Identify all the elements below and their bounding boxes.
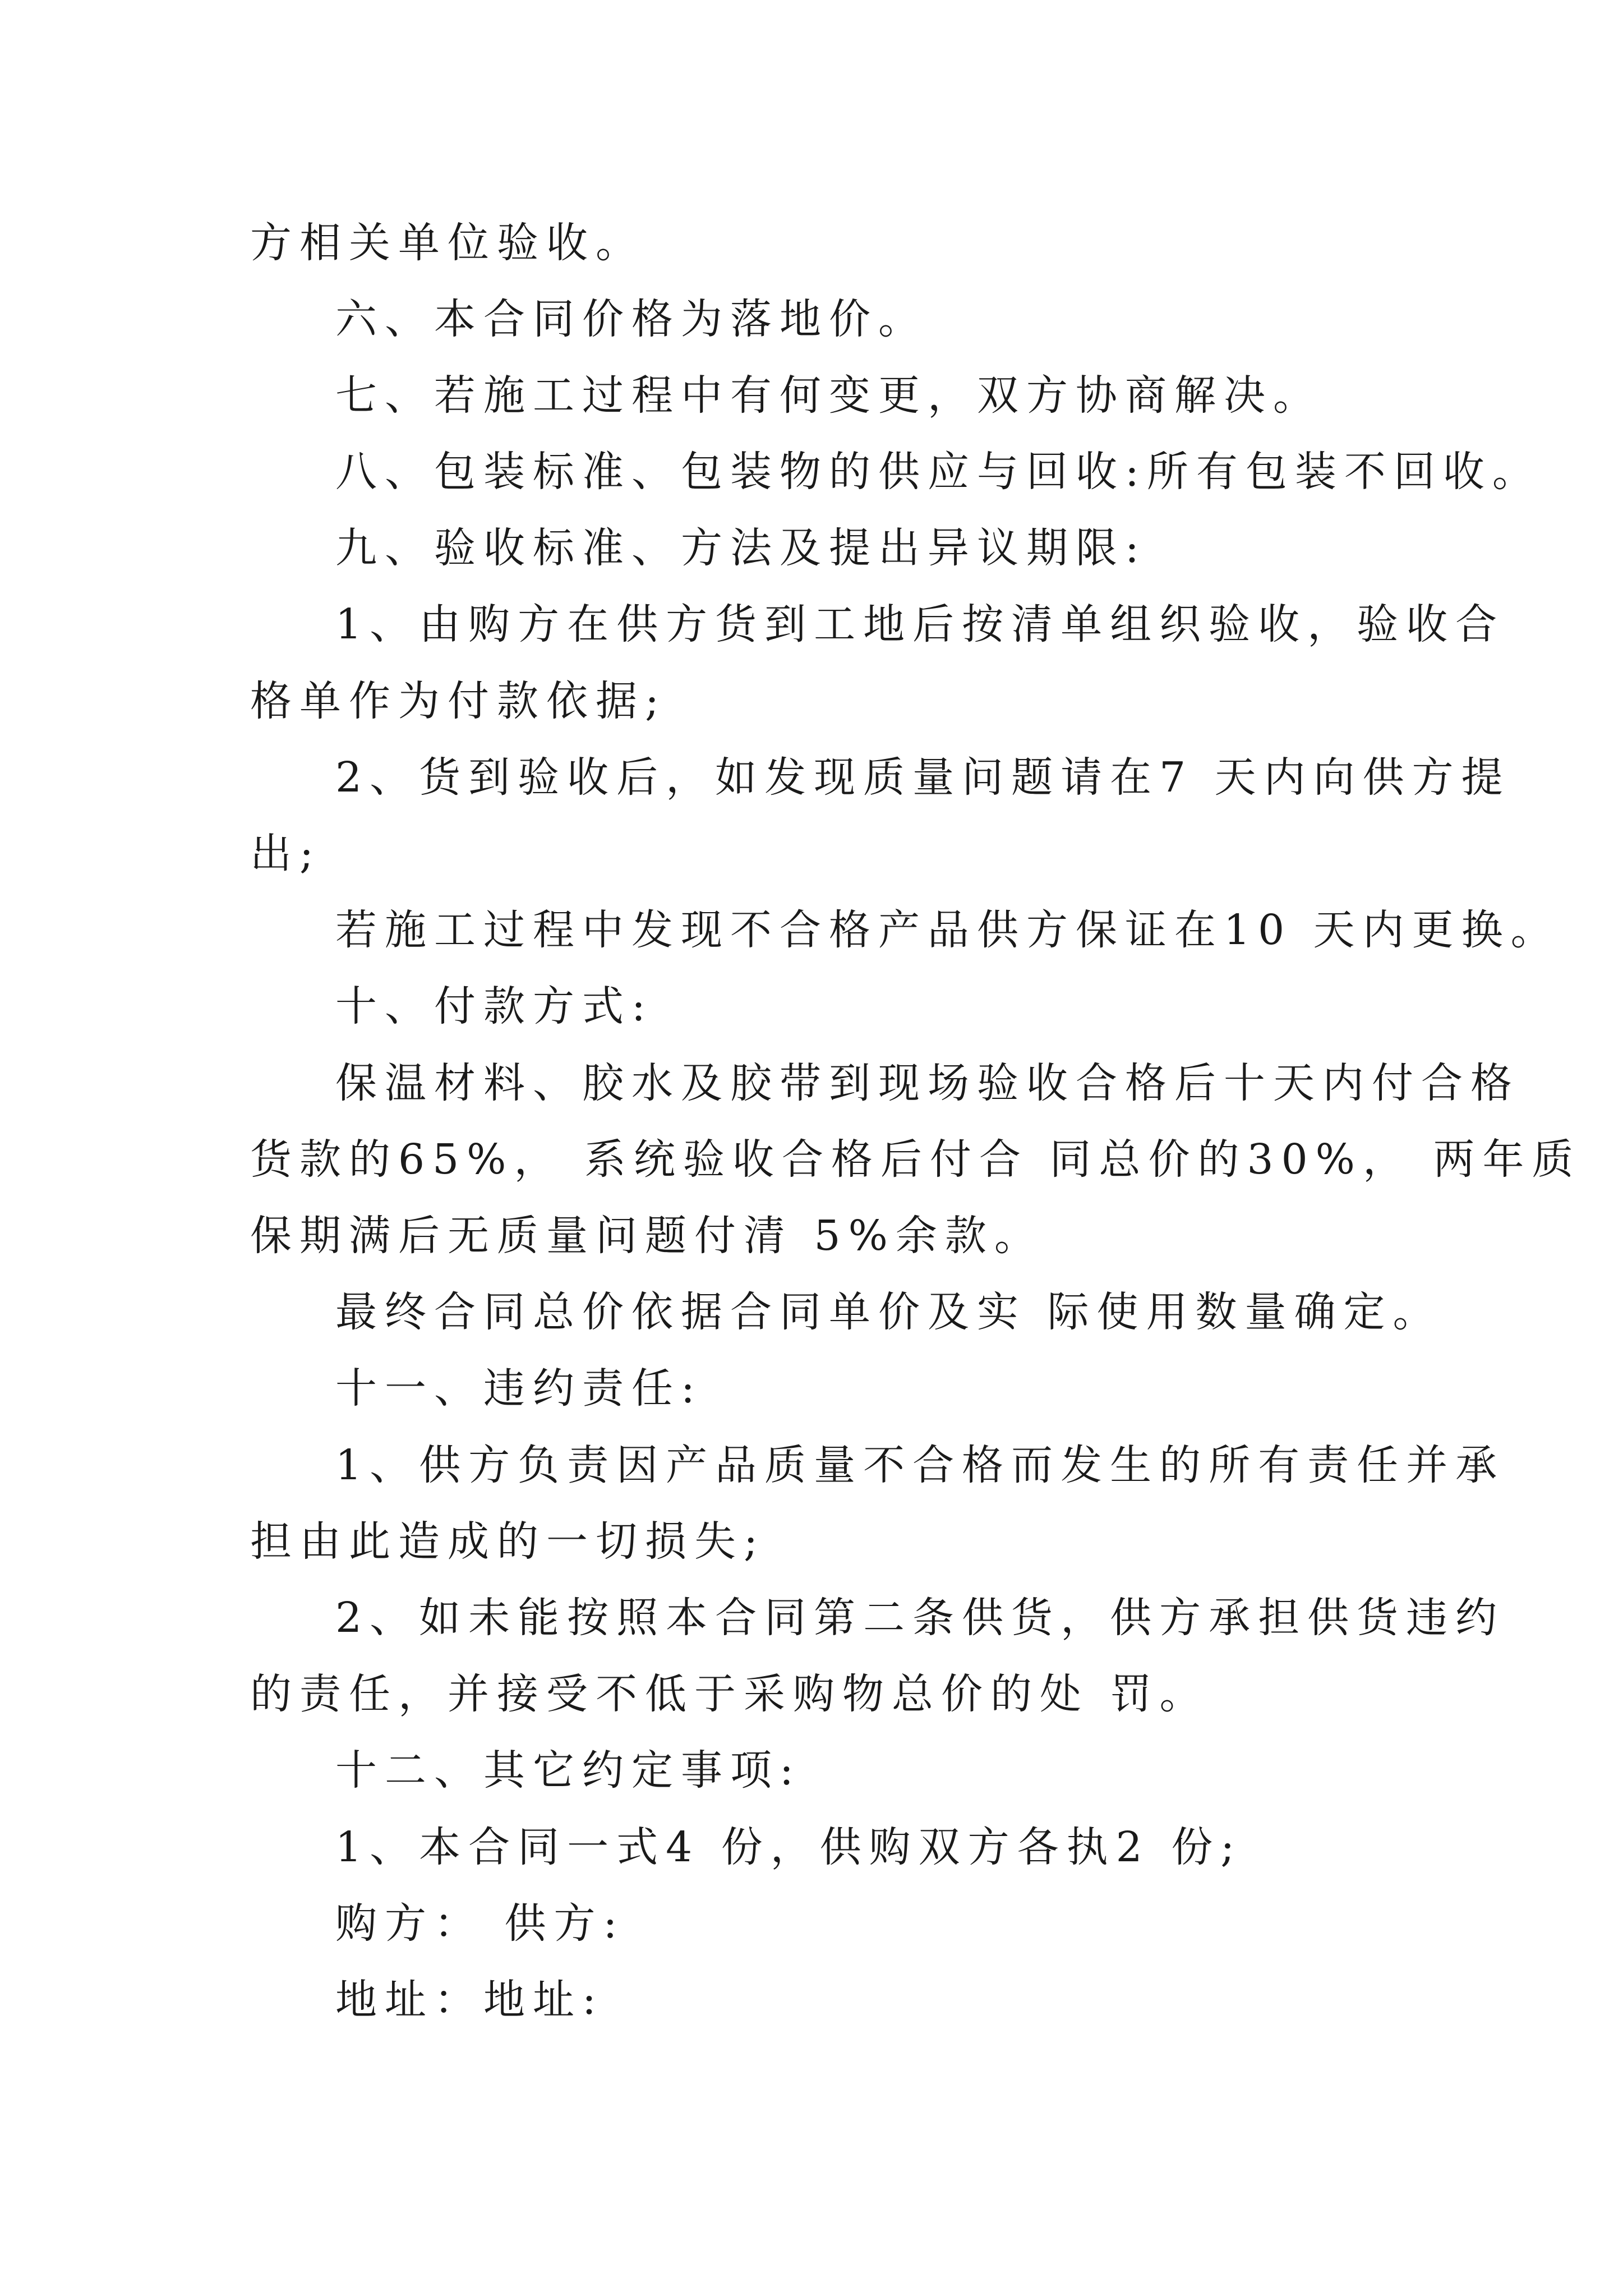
- text-line: 保温材料、胶水及胶带到现场验收合格后十天内付合格: [335, 1059, 1520, 1107]
- text-line: 八、包装标准、包装物的供应与回收:所有包装不回收。: [335, 448, 1542, 496]
- text-line: 2、如未能按照本合同第二条供货，供方承担供货违约: [335, 1594, 1505, 1642]
- text-line: 担由此造成的一切损失;: [250, 1517, 766, 1566]
- text-line: 格单作为付款依据;: [250, 677, 667, 725]
- text-line: 地址：地址:: [335, 1976, 604, 2024]
- text-line: 七、若施工过程中有何变更，双方协商解决。: [335, 371, 1322, 420]
- text-line: 1、由购方在供方货到工地后按清单组织验收，验收合: [335, 600, 1505, 648]
- text-line: 货款的65%， 系统验收合格后付合 同总价的30%， 两年质: [250, 1135, 1581, 1184]
- text-line: 2、货到验收后，如发现质量问题请在7 天内向供方提: [335, 753, 1511, 802]
- text-line: 1、本合同一式4 份，供购双方各执2 份;: [335, 1823, 1243, 1871]
- text-line: 购方： 供方:: [335, 1899, 625, 1948]
- text-line: 十、付款方式:: [335, 982, 653, 1030]
- text-line: 十二、其它约定事项:: [335, 1746, 801, 1795]
- text-line: 六、本合同价格为落地价。: [335, 295, 928, 343]
- text-line: 若施工过程中发现不合格产品供方保证在10 天内更换。: [335, 906, 1560, 954]
- text-line: 的责任，并接受不低于采购物总价的处 罚。: [250, 1670, 1209, 1718]
- text-line: 保期满后无质量问题付清 5%余款。: [250, 1212, 1044, 1260]
- text-line: 十一、违约责任:: [335, 1364, 703, 1412]
- text-line: 1、供方负责因产品质量不合格而发生的所有责任并承: [335, 1441, 1505, 1489]
- text-line: 九、验收标准、方法及提出异议期限:: [335, 524, 1147, 572]
- text-line: 最终合同总价依据合同单价及实 际使用数量确定。: [335, 1288, 1442, 1336]
- text-line: 出;: [250, 830, 321, 878]
- text-line: 方相关单位验收。: [250, 219, 645, 267]
